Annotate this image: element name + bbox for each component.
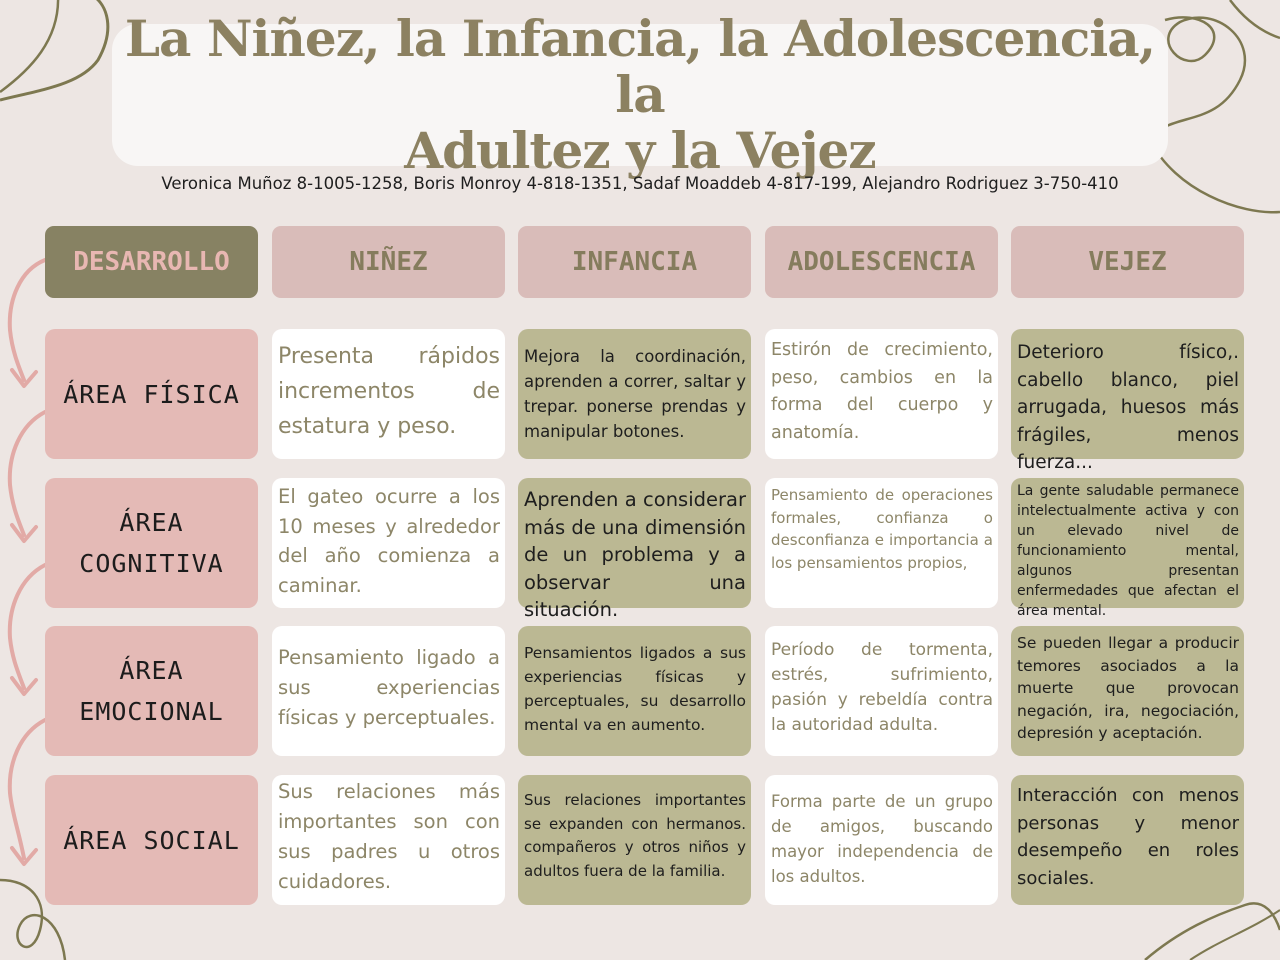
cell-social-adolescencia: Forma parte de un grupo de amigos, buscando mayor independencia de los adultos. [765, 775, 998, 905]
area-cognitiva-line-2: COGNITIVA [79, 549, 224, 578]
header-desarrollo: DESARROLLO [45, 226, 258, 298]
area-fisica-text: ÁREA FÍSICA [63, 379, 240, 409]
header-infancia: INFANCIA [518, 226, 751, 298]
cell-emocional-infancia: Pensamientos ligados a sus experiencias físicas y perceptuales, su desarrollo mental va en aumento. [518, 626, 751, 756]
area-emocional-line-2: EMOCIONAL [79, 697, 224, 726]
area-cognitiva-label [45, 478, 258, 608]
cell-emocional-ninez: Pensamiento ligado a sus experiencias físicas y perceptuales. [272, 626, 505, 756]
area-social-label [45, 775, 258, 905]
page-title [112, 11, 1168, 179]
authors-line: Veronica Muñoz 8-1005-1258, Boris Monroy 4-818-1351, Sadaf Moaddeb 4-817-199, Alejandro Rodriguez 3-750-410 [161, 174, 1119, 193]
cell-social-ninez: Sus relaciones más importantes son con sus padres u otros cuidadores. [272, 775, 505, 905]
area-cognitiva-line-1: ÁREA [119, 508, 184, 537]
header-adolescencia: ADOLESCENCIA [765, 226, 998, 298]
area-social-text: ÁREA SOCIAL [63, 825, 240, 855]
cell-fisica-ninez: Presenta rápidos incrementos de estatura y peso. [272, 329, 505, 459]
title-box [112, 9, 1168, 180]
cell-social-infancia: Sus relaciones importantes se expanden con hermanos. compañeros y otros niños y adultos fuera de la familia. [518, 775, 751, 905]
cell-social-vejez: Interacción con menos personas y menor desempeño en roles sociales. [1011, 775, 1244, 905]
cell-cognitiva-adolescencia: Pensamiento de operaciones formales, confianza o desconfianza e importancia a los pensamientos propios, [765, 478, 998, 608]
cell-fisica-infancia: Mejora la coordinación, aprenden a correr, saltar y trepar. ponerse prendas y manipular botones. [518, 329, 751, 459]
cell-fisica-vejez: Deterioro físico,. cabello blanco, piel arrugada, huesos más frágiles, menos fuerza... [1011, 329, 1244, 459]
cell-cognitiva-infancia: Aprenden a considerar más de una dimensión de un problema y a observar una situación. [518, 478, 751, 608]
cell-emocional-vejez: Se pueden llegar a producir temores asociados a la muerte que provocan negación, ira, negociación, depresión y aceptación. [1011, 626, 1244, 756]
area-emocional-line-1: ÁREA [119, 656, 184, 685]
title-line-1: La Niñez, la Infancia, la Adolescencia, la [124, 9, 1156, 124]
cell-cognitiva-vejez: La gente saludable permanece intelectualmente activa y con un elevado nivel de funcionamiento mental, algunos presentan enfermedades que afectan el área mental. [1011, 478, 1244, 608]
cell-cognitiva-ninez: El gateo ocurre a los 10 meses y alrededor del año comienza a caminar. [272, 478, 505, 608]
cell-emocional-adolescencia: Período de tormenta, estrés, sufrimiento, pasión y rebeldía contra la autoridad adulta. [765, 626, 998, 756]
area-emocional-text [79, 650, 223, 732]
cell-fisica-adolescencia: Estirón de crecimiento, peso, cambios en la forma del cuerpo y anatomía. [765, 329, 998, 459]
area-cognitiva-text [79, 502, 223, 584]
header-vejez: VEJEZ [1011, 226, 1244, 298]
title-line-2: Adultez y la Vejez [404, 121, 876, 180]
area-emocional-label [45, 626, 258, 756]
area-fisica-label [45, 329, 258, 459]
header-ninez: NIÑEZ [272, 226, 505, 298]
